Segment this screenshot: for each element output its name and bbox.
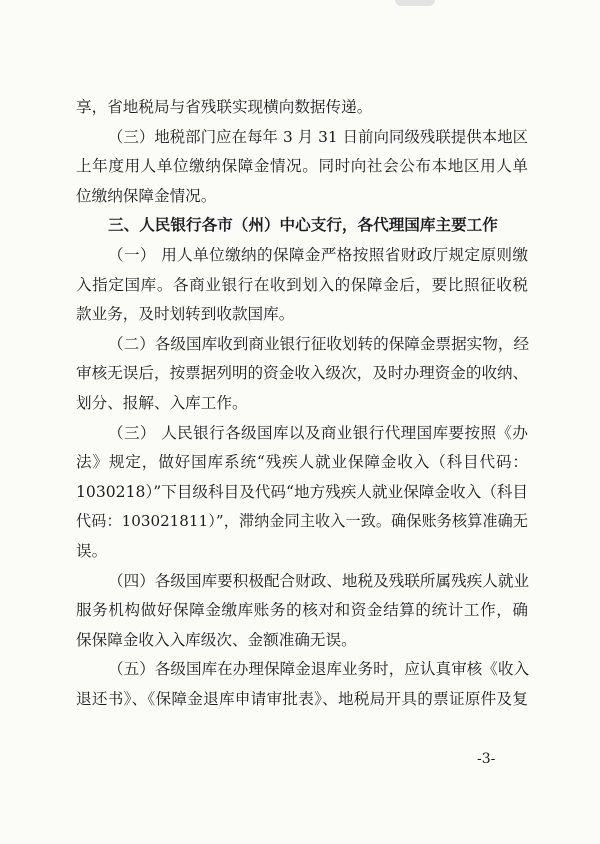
text-line: 审核无误后，按票据列明的资金收入级次，及时办理资金的收纳、 bbox=[76, 364, 529, 383]
text-line: 1030218）”下目级科目及代码“地方残疾人就业保障金收入（科目 bbox=[76, 482, 528, 501]
body-text bbox=[76, 93, 528, 714]
paragraph-treasury-5 bbox=[76, 655, 528, 714]
paragraph-continuation bbox=[76, 93, 528, 123]
paragraph-treasury-4 bbox=[76, 567, 528, 656]
text-line: （二）各级国库收到商业银行征收划转的保障金票据实物，经 bbox=[108, 334, 530, 353]
text-line: 款业务，及时划转到收款国库。 bbox=[76, 305, 295, 324]
text-line: （一） 用人单位缴纳的保障金严格按照省财政厅规定原则缴 bbox=[108, 245, 528, 264]
text-line: 享，省地税局与省残联实现横向数据传递。 bbox=[76, 98, 373, 116]
text-line: 服务机构做好保障金缴库账务的核对和资金结算的统计工作，确 bbox=[76, 601, 528, 620]
paragraph-treasury-1 bbox=[76, 241, 528, 330]
scan-mark bbox=[395, 0, 435, 6]
text-line: （三） 人民银行各级国库以及商业银行代理国库要按照《办 bbox=[108, 423, 528, 442]
text-line: 保保障金收入入库级次、金额准确无误。 bbox=[76, 630, 357, 649]
heading-line: 三、人民银行各市（州）中心支行，各代理国库主要工作 bbox=[108, 216, 498, 235]
text-line: 法》规定，做好国库系统“残疾人就业保障金收入（科目代码： bbox=[76, 453, 528, 472]
text-line: 位缴纳保障金情况。 bbox=[76, 186, 217, 205]
paragraph-tax-reporting bbox=[76, 123, 528, 212]
paragraph-treasury-3 bbox=[76, 419, 528, 567]
text-line: （三）地税部门应在每年 3 月 31 日前向同级残联提供本地区 bbox=[108, 127, 528, 146]
text-line: 上年度用人单位缴纳保障金情况。同时向社会公布本地区用人单 bbox=[76, 157, 528, 176]
text-line: 代码：103021811）”，滞纳金同主收入一致。确保账务核算准确无 bbox=[76, 512, 528, 531]
text-line: 入指定国库。各商业银行在收到划入的保障金后，要比照征收税 bbox=[76, 275, 528, 294]
text-line: 退还书》、《保障金退库申请审批表》、地税局开具的票证原件及复 bbox=[76, 689, 528, 708]
text-line: （四）各级国库要积极配合财政、地税及残联所属残疾人就业 bbox=[108, 571, 530, 590]
page-number: -3- bbox=[477, 751, 496, 767]
text-line: 误。 bbox=[76, 541, 108, 560]
text-line: （五）各级国库在办理保障金退库业务时，应认真审核《收入 bbox=[108, 660, 530, 679]
paragraph-treasury-2 bbox=[76, 330, 528, 419]
text-line: 划分、报解、入库工作。 bbox=[76, 393, 248, 412]
section-heading bbox=[76, 211, 528, 241]
